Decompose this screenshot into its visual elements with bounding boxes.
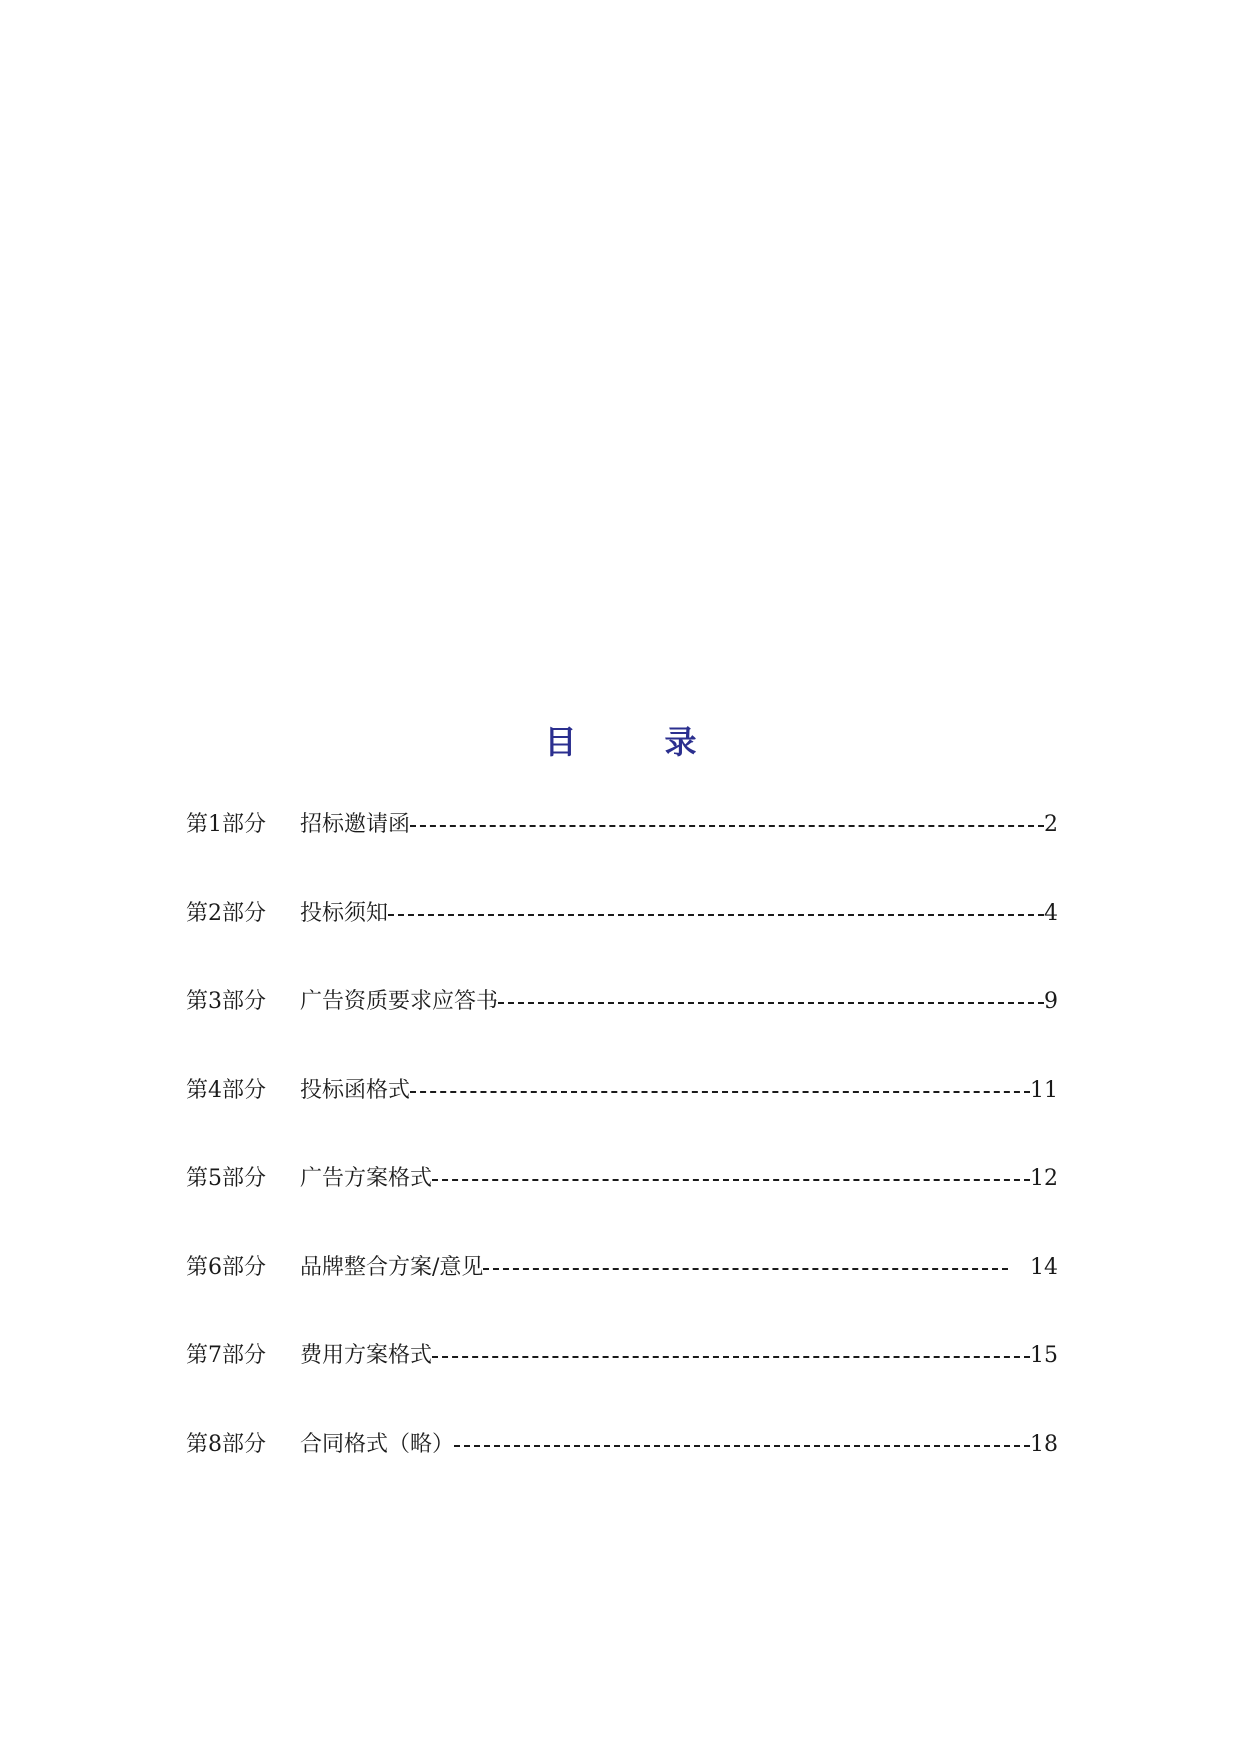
- dot-leader: [410, 810, 1044, 840]
- toc-entry-line: [300, 1253, 1058, 1283]
- toc-entry: [186, 1164, 1058, 1253]
- dot-leader: [388, 899, 1044, 929]
- dot-leader: [454, 1430, 1030, 1460]
- toc-entry-title: 投标函格式: [300, 1077, 411, 1103]
- toc-part-label: 第8部分: [186, 1431, 266, 1457]
- toc-entry-title: 投标须知: [300, 900, 389, 926]
- toc-entry-line: [300, 1430, 1058, 1460]
- toc-entry-line: [300, 1164, 1058, 1194]
- toc-entry-line: [300, 810, 1058, 840]
- toc-page-number: 15: [1030, 1343, 1058, 1368]
- toc-part-label: 第1部分: [186, 812, 266, 837]
- toc-entry-title: 招标邀请函: [300, 812, 411, 837]
- toc-entry: [186, 899, 1058, 988]
- dot-leader: [498, 987, 1044, 1017]
- toc-entry-line: [300, 987, 1058, 1017]
- toc-page-number: 4: [1044, 900, 1058, 926]
- toc-page-number: 11: [1030, 1077, 1058, 1103]
- toc-entry: [186, 1430, 1058, 1519]
- dot-leader: [432, 1164, 1030, 1194]
- toc-part-label: 第2部分: [186, 900, 266, 926]
- toc-entry-title: 广告资质要求应答书: [300, 989, 499, 1014]
- toc-page-number: 2: [1044, 812, 1058, 837]
- dot-leader: [432, 1341, 1030, 1371]
- toc-entry: [186, 1341, 1058, 1430]
- dot-leader: [483, 1253, 1022, 1283]
- toc-page-number: 18: [1030, 1431, 1058, 1457]
- toc-entry-title: 品牌整合方案/意见: [300, 1254, 484, 1280]
- toc-list: [186, 810, 1058, 1518]
- toc-part-label: 第3部分: [186, 989, 266, 1014]
- toc-entry-line: [300, 899, 1058, 929]
- toc-part-label: 第5部分: [186, 1166, 266, 1191]
- toc-page-number: 14: [1030, 1254, 1058, 1280]
- toc-entry: [186, 1253, 1058, 1342]
- toc-entry: [186, 1076, 1058, 1165]
- toc-entry-title: 费用方案格式: [300, 1343, 433, 1368]
- toc-entry-title: 广告方案格式: [300, 1166, 433, 1191]
- toc-part-label: 第6部分: [186, 1254, 266, 1280]
- toc-entry-line: [300, 1076, 1058, 1106]
- toc-title: 目 录: [544, 723, 725, 761]
- toc-entry: [186, 810, 1058, 899]
- toc-entry: [186, 987, 1058, 1076]
- toc-page-number: 9: [1044, 989, 1058, 1014]
- toc-entry-line: [300, 1341, 1058, 1371]
- toc-part-label: 第4部分: [186, 1077, 266, 1103]
- toc-part-label: 第7部分: [186, 1343, 266, 1368]
- toc-entry-title: 合同格式（略）: [300, 1431, 455, 1457]
- toc-page-number: 12: [1030, 1166, 1058, 1191]
- dot-leader: [410, 1076, 1030, 1106]
